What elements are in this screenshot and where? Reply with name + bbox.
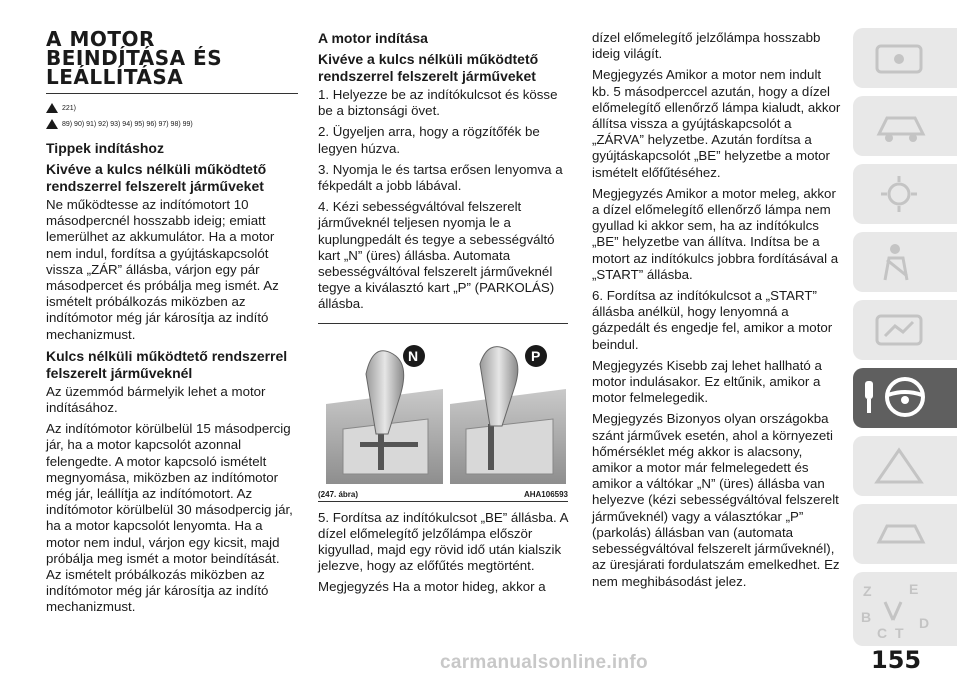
selector-panel-left bbox=[326, 347, 443, 483]
svg-text:T: T bbox=[895, 625, 904, 641]
figure-caption: (247. ábra) AHA106593 bbox=[318, 489, 568, 499]
tab-safety[interactable] bbox=[853, 232, 957, 292]
chapter-tab-bar bbox=[853, 28, 957, 646]
badge-p-label: P bbox=[531, 347, 541, 364]
svg-text:C: C bbox=[877, 625, 888, 641]
column-middle bbox=[318, 30, 568, 601]
tab-controls[interactable] bbox=[853, 96, 957, 156]
tab-maintenance[interactable] bbox=[853, 504, 957, 564]
divider bbox=[46, 93, 298, 94]
dashboard-screen-icon bbox=[871, 308, 931, 352]
tab-dashboard[interactable] bbox=[853, 28, 957, 88]
paragraph: Az üzemmód bármelyik lehet a motor indításához. bbox=[46, 383, 266, 416]
car-controls-icon bbox=[871, 104, 931, 148]
section-heading: A motor indítása bbox=[318, 30, 428, 46]
subsection-heading: Kivéve a kulcs nélküli működtető rendszerrel felszerelt járműveket bbox=[318, 51, 539, 84]
step: 3. Nyomja le és tartsa erősen lenyomva a fékpedált a jobb lábával. bbox=[318, 161, 563, 194]
warning-triangle-icon bbox=[46, 119, 58, 129]
svg-text:B: B bbox=[861, 609, 872, 625]
section-heading: Tippek indításhoz bbox=[46, 140, 164, 156]
note: Megjegyzés Kisebb zaj lehet hallható a motor indulásakor. Ez eltűnik, amikor a motor felmelegedik. bbox=[592, 357, 822, 406]
paragraph: Az indítómotor körülbelül 15 másodpercig jár, ha a motor kapcsolót azonnal felengedte. A motor kapcsoló ismételt megnyomása, miközben az indítómotor még jár, leállítja az indítómotort. Az indítómotor körülbelül 30 másodpercig jár, ha a motor kapcsolót lenyomta. Ha a motor nem indul, várjon egy kicsit, majd próbálja meg ismét a motor beindítását. Az ismételt próbálkozás miközben az indítómotor még jár károsítja az indító mechanizmust. bbox=[46, 421, 293, 615]
car-info-icon bbox=[871, 36, 931, 80]
step: 1. Helyezze be az indítókulcsot és kösse be a biztonsági övet. bbox=[318, 87, 558, 119]
step: 4. Kézi sebességváltóval felszerelt járműveknél teljesen nyomja le a kuplungpedált és tegye a sebességváltó kart „N” (üres) állásba. Automata sebességváltóval felszerelt járműveknél tegye a kiválasztó kart „P” (PARKOLÁS) állásba. bbox=[318, 199, 555, 312]
tab-lights[interactable] bbox=[853, 164, 957, 224]
note: Megjegyzés Amikor a motor meleg, akkor a dízel előmelegítő ellenőrző lámpa nem gyullad ki akkor sem, ha az indítókulcs „BE” helyzetbe van állítva. Indítsa be a motort az indítókulcs jobbra fordításával a „START” állásba. bbox=[592, 185, 839, 282]
tab-emergency[interactable] bbox=[853, 436, 957, 496]
selector-panel-right bbox=[450, 346, 566, 483]
svg-text:E: E bbox=[909, 581, 919, 597]
tab-starting-driving[interactable] bbox=[853, 368, 957, 428]
step: 6. Fordítsa az indítókulcsot a „START” állásba anélkül, hogy lenyomná a gázpedált és engedje fel, amikor a motor beindul. bbox=[592, 288, 833, 352]
warning-ref-line: 89) 90) 91) 92) 93) 94) 95) 96) 97) 98) 99) bbox=[46, 116, 298, 132]
paragraph: Ne működtesse az indítómotort 10 másodpercnél hosszabb ideig; emiatt lemerülhet az akkumulátor. Ha a motor nem indul, fordítsa a gyújtáskapcsolót vissza „ZÁR” állásba, várjon egy pár másodpercet és próbálja meg ismét. Az ismételt próbálkozás miközben az indítómotor még jár károsítja az indító mechanizmust. bbox=[46, 197, 279, 342]
alphabetical-index-icon bbox=[857, 576, 937, 642]
svg-text:Z: Z bbox=[863, 583, 872, 599]
note: Megjegyzés Amikor a motor nem indult kb. 5 másodperccel azután, hogy a dízel előmelegítő ellenőrző lámpa kialudt, akkor állítsa vissza a gyújtáskapcsolót a „ZÁRVA” helyzetbe. Azután fordítsa a gyújtáskapcsolót „BE” helyzetbe a motor ismételt előfűtéséhez. bbox=[592, 67, 841, 180]
svg-text:D: D bbox=[919, 615, 930, 631]
warning-triangle-icon bbox=[871, 444, 931, 488]
tab-index[interactable] bbox=[853, 572, 957, 646]
column-left bbox=[46, 27, 298, 621]
subsection-heading: Kivéve a kulcs nélküli működtető rendszerrel felszerelt járműveket bbox=[46, 161, 267, 194]
warning-triangle-icon bbox=[46, 103, 58, 113]
subsection-heading: Kulcs nélküli működtető rendszerrel felszerelt járműveknél bbox=[46, 347, 288, 381]
warning-ref-line: 221) bbox=[46, 100, 298, 116]
note: Megjegyzés Ha a motor hideg, akkor a bbox=[318, 579, 546, 595]
page-number: 155 bbox=[871, 646, 922, 674]
light-icon bbox=[871, 172, 931, 216]
watermark: carmanualsonline.info bbox=[440, 652, 648, 673]
figure-gear-selector bbox=[318, 323, 568, 502]
car-service-icon bbox=[871, 512, 931, 556]
step: 2. Ügyeljen arra, hogy a rögzítőfék be legyen húzva. bbox=[318, 124, 540, 156]
badge-n-label: N bbox=[408, 347, 419, 364]
chapter-title: A MOTOR BEINDÍTÁSA ÉS LEÁLLÍTÁSA bbox=[46, 27, 223, 89]
tab-info[interactable] bbox=[853, 300, 957, 360]
key-steering-wheel-icon bbox=[861, 375, 933, 421]
seatbelt-icon bbox=[871, 240, 931, 284]
column-right bbox=[592, 30, 842, 595]
gear-selector-illustration bbox=[318, 334, 568, 486]
note: Megjegyzés Bizonyos olyan országokba szánt járművek esetén, ahol a környezeti hőmérséklet még akkor is alacsony, amikor a motor már felmelegedett és amikor a váltókar „N” (üres) állásba van helyezve (kézi sebességváltóval felszerelt járműveknél) vagy a választókar „P” (parkolás) állásban van (automata sebességváltóval felszerelt járműveknél), az üresjárati fordulatszám emelkedhet. Ez nem meghibásodást jelez. bbox=[592, 411, 840, 589]
paragraph: dízel előmelegítő jelzőlámpa hosszabb ideig világít. bbox=[592, 30, 821, 62]
step: 5. Fordítsa az indítókulcsot „BE” állásba. A dízel előmelegítő jelzőlámpa először kigyullad, majd egy rövid idő után kialszik jelezve, hogy az előfűtés megtörtént. bbox=[318, 509, 568, 574]
